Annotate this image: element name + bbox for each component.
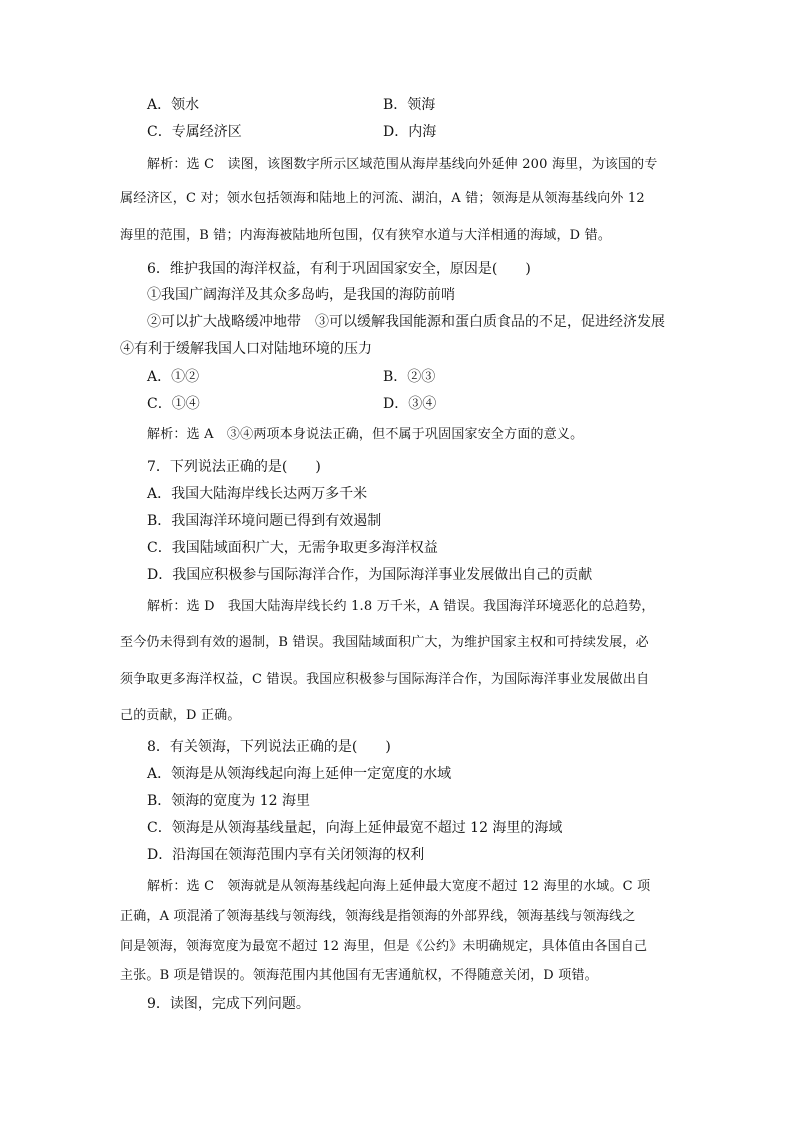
q6-item-2: ②可以扩大战略缓冲地带 ③可以缓解我国能源和蛋白质食品的不足，促进经济发展 [147,314,665,330]
q6-item-1: ①我国广阔海洋及其众多岛屿，是我国的海防前哨 [147,287,455,303]
q7-stem: 7．下列说法正确的是( ) [147,459,321,475]
q6-stem: 6．维护我国的海洋权益，有利于巩固国家安全，原因是( ) [147,261,531,277]
q5-option-d: D．内海 [383,124,437,140]
q8-stem: 8．有关领海，下列说法正确的是( ) [147,739,391,755]
q8-option-b: B．领海的宽度为 12 海里 [147,793,311,809]
q7-analysis-line-2: 至今仍未得到有效的遏制，B 错误。我国陆域面积广大，为维护国家主权和可持续发展，必 [120,635,649,650]
q8-analysis-line-2: 正确，A 项混淆了领海基线与领海线，领海线是指领海的外部界线，领海基线与领海线之 [120,909,636,924]
q5-option-c: C．专属经济区 [147,124,242,140]
q7-option-b: B．我国海洋环境问题已得到有效遏制 [147,513,382,529]
q8-option-c: C．领海是从领海基线量起，向海上延伸最宽不超过 12 海里的海域 [147,820,563,836]
q6-option-a: A．①② [147,369,200,385]
q9-stem: 9．读图，完成下列问题。 [147,996,310,1012]
q6-option-d: D．③④ [383,396,437,412]
q8-option-a: A．领海是从领海线起向海上延伸一定宽度的水域 [147,766,452,782]
q8-analysis-line-3: 间是领海，领海宽度为最宽不超过 12 海里，但是《公约》未明确规定，具体值由各国自己 [120,939,648,954]
q6-analysis: 解析：选 A ③④两项本身说法正确，但不属于巩固国家安全方面的意义。 [147,427,584,442]
q5-option-a: A．领水 [147,97,200,113]
q7-analysis-line-1: 解析：选 D 我国大陆海岸线长约 1.8 万千米，A 错误。我国海洋环境恶化的总趋势， [147,599,655,614]
q6-item-4: ④有利于缓解我国人口对陆地环境的压力 [120,341,372,357]
q6-option-b: B．②③ [383,369,436,385]
q7-option-c: C．我国陆域面积广大，无需争取更多海洋权益 [147,540,438,556]
q7-option-a: A．我国大陆海岸线长达两万多千米 [147,486,368,502]
q5-analysis-line-2: 属经济区，C 对；领水包括领海和陆地上的河流、湖泊，A 错；领海是从领海基线向外 12 [120,191,645,206]
q8-analysis-line-1: 解析：选 C 领海就是从领海基线起向海上延伸最大宽度不超过 12 海里的水域。C 项 [147,879,651,894]
q8-option-d: D．沿海国在领海范围内享有关闭领海的权利 [147,847,425,863]
q7-option-d: D．我国应积极参与国际海洋合作，为国际海洋事业发展做出自己的贡献 [147,567,593,583]
q5-analysis-line-1: 解析：选 C 读图，该图数字所示区域范围从海岸基线向外延伸 200 海里，为该国的专 [147,157,658,172]
q8-analysis-line-4: 主张。B 项是错误的。领海范围内其他国有无害通航权，不得随意关闭，D 项错。 [120,968,598,983]
q7-analysis-line-4: 己的贡献，D 正确。 [120,708,241,723]
q5-analysis-line-3: 海里的范围，B 错；内海海被陆地所包围，仅有狭窄水道与大洋相通的海域，D 错。 [120,228,612,243]
q5-option-b: B．领海 [383,97,436,113]
q6-option-c: C．①④ [147,396,200,412]
q7-analysis-line-3: 须争取更多海洋权益，C 错误。我国应积极参与国际海洋合作，为国际海洋事业发展做出自 [120,672,650,687]
